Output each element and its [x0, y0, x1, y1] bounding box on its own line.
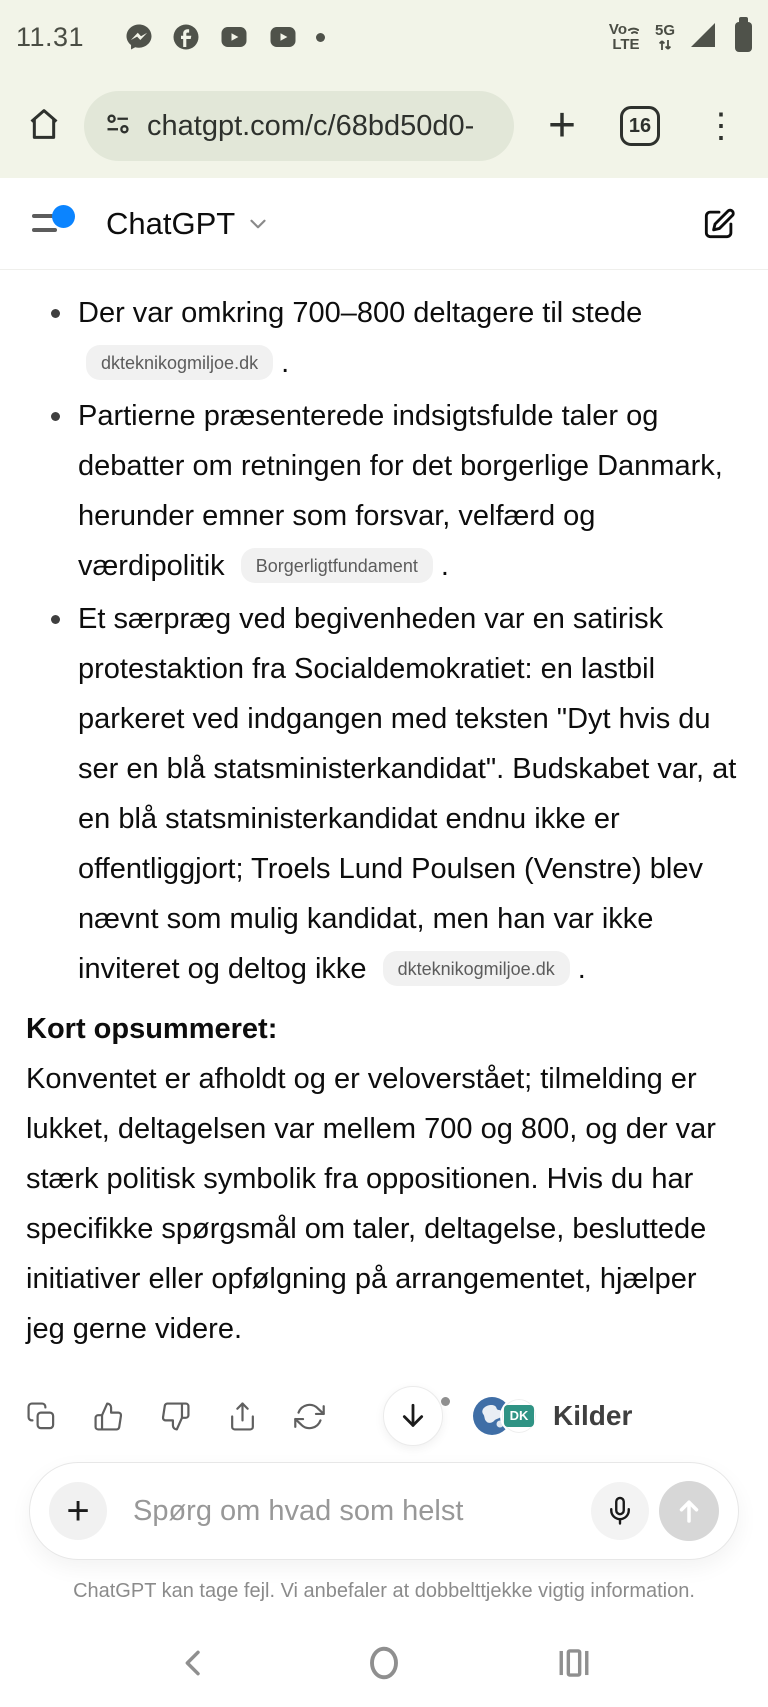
disclaimer-text: ChatGPT kan tage fejl. Vi anbefaler at dobbelttjekke vigtig information.	[73, 1580, 695, 1602]
regenerate-button[interactable]	[294, 1401, 325, 1432]
notification-dot	[52, 205, 75, 228]
youtube-icon	[218, 22, 250, 52]
sources-label: Kilder	[553, 1400, 633, 1431]
scroll-to-bottom-button[interactable]	[383, 1386, 443, 1446]
send-button[interactable]	[659, 1481, 719, 1541]
site-settings-icon[interactable]	[104, 110, 132, 143]
menu-bar-icon	[32, 228, 57, 232]
assistant-message	[0, 270, 768, 1446]
facebook-icon	[171, 22, 201, 52]
signal-strength-icon	[687, 19, 719, 56]
list-item	[26, 391, 742, 591]
composer	[29, 1462, 739, 1560]
status-system-icons	[609, 19, 752, 56]
battery-icon	[735, 22, 752, 52]
recents-button[interactable]	[556, 1645, 592, 1681]
bullet-text: Et særpræg ved begivenheden var en satirisk protestaktion fra Socialdemokratiet: en lastbil parkeret ved indgangen med teksten "Dyt hvis du ser en blå statsministerkandidat". Budskabet var, at en blå statsministerkandidat endnu ikke er offentliggjort; Troels Lund Poulsen (Venstre) blev nævnt som mulig kandidat, men han var ikke inviteret og deltog ikke	[78, 603, 737, 985]
thumbs-up-button[interactable]	[93, 1401, 124, 1432]
arrow-up-icon	[674, 1496, 704, 1526]
new-chat-button[interactable]	[700, 205, 738, 243]
summary-heading: Kort opsummeret:	[26, 1013, 278, 1045]
sources-button[interactable]	[473, 1391, 632, 1441]
message-input[interactable]	[131, 1494, 591, 1529]
bullet-text: Der var omkring 700–800 deltagere til stede	[78, 297, 643, 329]
voice-input-button[interactable]	[591, 1482, 649, 1540]
citation-pill[interactable]: dkteknikogmiljoe.dk	[383, 951, 570, 986]
chevron-down-icon[interactable]	[245, 211, 271, 237]
home-icon[interactable]	[24, 104, 64, 149]
youtube-icon-2	[267, 22, 299, 52]
android-navbar	[0, 1626, 768, 1700]
tab-count: 16	[620, 106, 660, 146]
messenger-icon	[124, 22, 154, 52]
bullet-tail: .	[281, 347, 290, 379]
citation-pill[interactable]: dkteknikogmiljoe.dk	[86, 345, 273, 380]
url-bar	[0, 74, 768, 178]
status-bar	[0, 0, 768, 74]
copy-button[interactable]	[26, 1401, 57, 1432]
sidebar-menu-button[interactable]	[30, 204, 76, 244]
dk-site-favicon: DK	[500, 1397, 538, 1435]
summary-text: Konventet er afholdt og er veloverstået; tilmelding er lukket, deltagelsen var mellem 700 og 800, og der var stærk politisk symbolik fra oppositionen. Hvis du har specifikke spørgsmål om taler, deltagelse, besluttede initiativer eller opfølgning på arrangementet, hjælper jeg gerne videre.	[26, 1063, 716, 1345]
more-notifications-dot-icon	[316, 33, 325, 42]
chatgpt-header	[0, 178, 768, 270]
url-field[interactable]	[84, 91, 514, 161]
bullet-list	[26, 288, 742, 994]
url-text: chatgpt.com/c/68bd50d0-	[147, 109, 475, 142]
microphone-icon	[605, 1496, 635, 1526]
circle-icon	[366, 1645, 402, 1681]
new-tab-button[interactable]: +	[547, 99, 576, 152]
list-item	[26, 594, 742, 994]
more-actions-dot-icon	[441, 1397, 450, 1406]
list-item	[26, 288, 742, 388]
tab-switcher-button[interactable]	[620, 106, 660, 146]
attach-button[interactable]: +	[49, 1482, 107, 1540]
status-clock: 11.31	[16, 21, 85, 52]
thumbs-down-button[interactable]	[160, 1401, 191, 1432]
share-button[interactable]	[227, 1401, 258, 1432]
model-selector[interactable]: ChatGPT	[106, 205, 236, 241]
message-actions	[26, 1386, 742, 1446]
browser-menu-button[interactable]: ⋮	[704, 107, 738, 145]
recent-apps-icon	[557, 1645, 591, 1681]
bullet-tail: .	[440, 550, 449, 582]
arrow-down-icon	[397, 1400, 429, 1432]
chevron-left-icon	[178, 1645, 210, 1681]
home-nav-button[interactable]	[366, 1645, 402, 1681]
citation-pill[interactable]: Borgerligtfundament	[241, 548, 433, 583]
browser-chrome	[0, 0, 768, 178]
data-arrows-icon	[657, 38, 673, 52]
volte-indicator: Vo LTE	[609, 22, 643, 52]
bullet-text: Partierne præsenterede indsigtsfulde taler og debatter om retningen for det borgerlige Danmark, herunder emner som forsvar, velfærd og værdipolitik	[78, 400, 723, 582]
back-button[interactable]	[176, 1645, 212, 1681]
notification-icons	[124, 22, 325, 52]
network-5g-indicator: 5G	[655, 23, 675, 52]
wifi-call-arcs-icon	[627, 22, 643, 36]
bullet-tail: .	[577, 953, 586, 985]
